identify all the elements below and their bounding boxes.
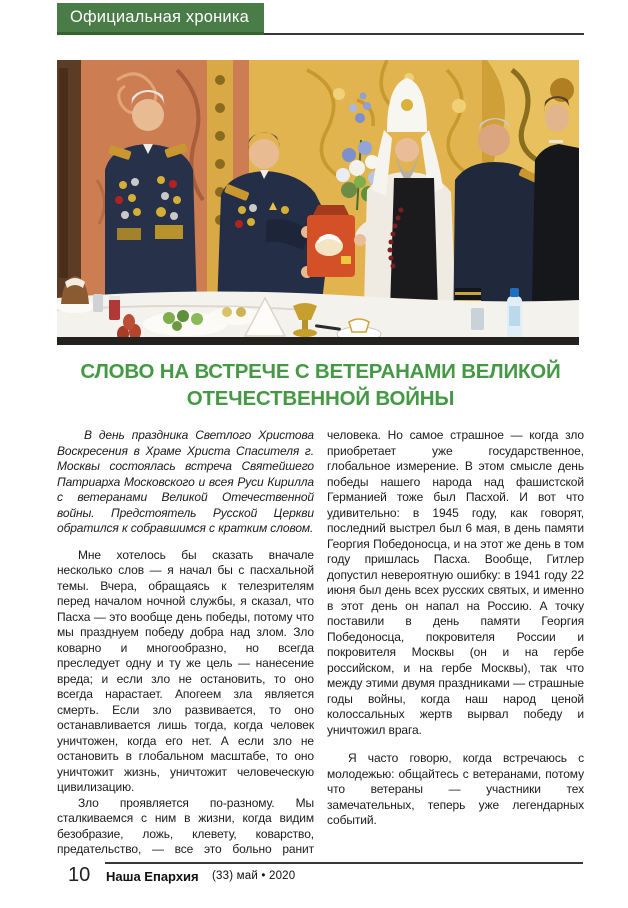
body-paragraph: Мне хотелось бы сказать вначале несколько слов — я начал бы с пасхальной темы. Вчера, обращаясь к телезрителям перед началом ночной службы, я сказал, что Пасха — это вообще день победы, потому что мы празднуем победу добра над злом. Зло коварно и многообразно, но всегда преследует одну и ту же цель — нанесение вреда; и если зло не остановить, то оно всегда нарастает. Апогеем зла является смерть. Если зло развивается, то оно останавливается лишь тогда, когда человек уничтожен, когда его нет. А если зло не остановить в глобальном масштабе, то оно уничтожит жизнь, уничтожит человеческую цивилизацию. [57, 547, 314, 794]
article-title: СЛОВО НА ВСТРЕЧЕ С ВЕТЕРАНАМИ ВЕЛИКОЙ ОТЕЧЕСТВЕННОЙ ВОЙНЫ [80, 360, 561, 411]
article-body [57, 428, 584, 861]
section-header [57, 3, 264, 35]
photo-bottom-shadow [57, 337, 579, 345]
footer-rule [105, 862, 583, 864]
journal-name: Наша Епархия [106, 869, 199, 884]
body-paragraph: Зло проявляется по-разному. Мы сталкиваемся с ним в жизни, когда видим безобразие, ложь, клевету, коварство, предательство, — все это больно ранит человека. Но самое страшное — когда зло приобретает уже государственное, глобальное измерение. В этом смысле день победы нашего народа над фашистской Германией тоже был Пасхой. И вот что удивительно: в 1945 году, как говорят, последний выстрел был 6 мая, в день памяти Георгия Победоносца, и на этот же день в том году пришлась Пасха. Вообще, Гитлер допустил невероятную ошибку: в 1941 году 22 июня был день всех русских святых, и именно в этот день он напал на Россию. А точку поставили в день памяти Георгия Победоносца, покровителя России и покровителя Москвы (он и на гербе российском, и на гербе Москвы), так что между этими двумя праздниками — страшные годы войны, когда наш народ ценой колоссальных жертв вырвал победу и уничтожил врага. [57, 428, 584, 856]
body-paragraph: Я часто говорю, когда встречаюсь с молодежью: общайтесь с ветеранами, потому что ветераны — участники тех замечательных, теперь уже легендарных событий. [327, 751, 584, 827]
lead-paragraph: В день праздника Светлого Христова Воскресения в Храме Христа Спасителя г. Москвы состоялась встреча Святейшего Патриарха Московского и всея Руси Кирилла с ветеранами Великой Отечественной войны. Предстоятель Русской Церкви обратился к собравшимся с кратким словом. [57, 428, 314, 535]
page-number: 10 [68, 864, 91, 886]
gift-box [307, 205, 355, 277]
issue-info: (33) май • 2020 [212, 870, 296, 882]
event-photo [57, 60, 579, 345]
section-label: Официальная хроника [70, 8, 249, 26]
